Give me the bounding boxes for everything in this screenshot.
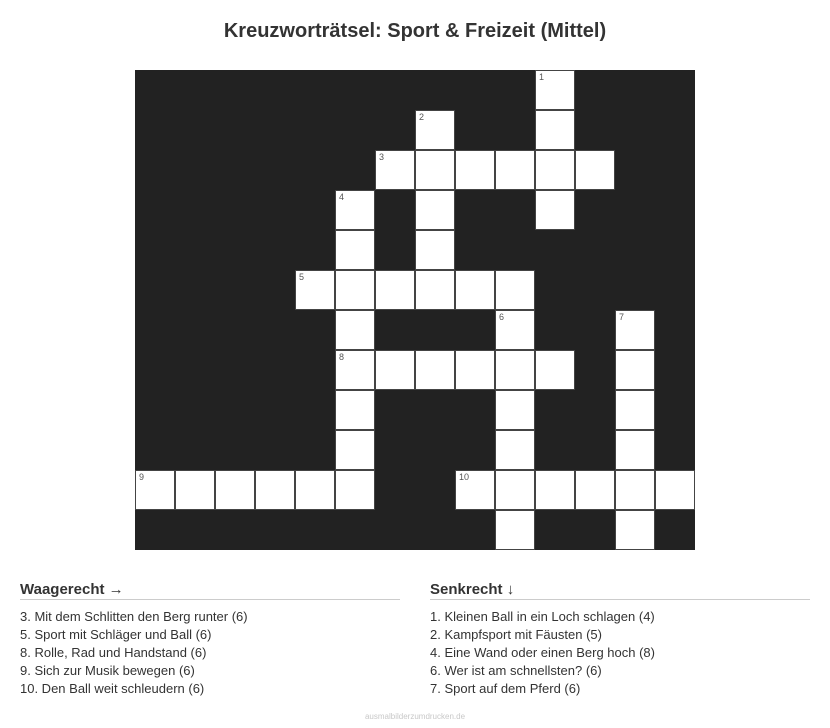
crossword-cell[interactable] <box>335 190 375 230</box>
down-clues <box>430 581 810 698</box>
crossword-cell[interactable] <box>375 270 415 310</box>
clue-number: 6 <box>499 312 505 322</box>
clue-number: 8 <box>339 352 345 362</box>
clue-number: 7 <box>619 312 625 322</box>
clue-number: 3 <box>379 152 385 162</box>
crossword-cell[interactable] <box>535 190 575 230</box>
crossword-cell[interactable] <box>535 110 575 150</box>
clue-number: 1 <box>539 72 545 82</box>
clue-number: 5 <box>299 272 305 282</box>
crossword-cell[interactable] <box>335 430 375 470</box>
crossword-cell[interactable] <box>455 470 495 510</box>
crossword-cell[interactable] <box>575 470 615 510</box>
clue-number: 9 <box>139 472 145 482</box>
crossword-cell[interactable] <box>615 470 655 510</box>
crossword-cell[interactable] <box>295 270 335 310</box>
across-clue: 9. Sich zur Musik bewegen (6) <box>20 663 195 678</box>
crossword-cell[interactable] <box>615 390 655 430</box>
crossword-cell[interactable] <box>335 270 375 310</box>
across-clue: 10. Den Ball weit schleudern (6) <box>20 681 205 696</box>
crossword-cell[interactable] <box>495 510 535 550</box>
crossword-cell[interactable] <box>495 350 535 390</box>
down-clue: 4. Eine Wand oder einen Berg hoch (8) <box>430 645 655 660</box>
crossword-cell[interactable] <box>575 150 615 190</box>
crossword-cell[interactable] <box>135 470 175 510</box>
across-heading: Waagerecht → <box>20 581 400 600</box>
crossword-cell[interactable] <box>335 310 375 350</box>
crossword-cell[interactable] <box>615 310 655 350</box>
across-clue: 8. Rolle, Rad und Handstand (6) <box>20 645 207 660</box>
crossword-cell[interactable] <box>535 350 575 390</box>
crossword-cell[interactable] <box>295 470 335 510</box>
crossword-cell[interactable] <box>415 230 455 270</box>
crossword-cell[interactable] <box>655 470 695 510</box>
across-clue: 5. Sport mit Schläger und Ball (6) <box>20 627 212 642</box>
down-clue: 7. Sport auf dem Pferd (6) <box>430 681 581 696</box>
crossword-cell[interactable] <box>335 230 375 270</box>
crossword-cell[interactable] <box>415 150 455 190</box>
crossword-cell[interactable] <box>495 430 535 470</box>
clue-number: 10 <box>459 472 470 482</box>
crossword-cell[interactable] <box>495 390 535 430</box>
across-clues <box>20 581 400 698</box>
crossword-cell[interactable] <box>415 350 455 390</box>
crossword-cell[interactable] <box>495 150 535 190</box>
crossword-cell[interactable] <box>175 470 215 510</box>
crossword-cell[interactable] <box>615 510 655 550</box>
crossword-cell[interactable] <box>415 190 455 230</box>
crossword-grid <box>135 70 695 550</box>
crossword-cell[interactable] <box>335 470 375 510</box>
crossword-cell[interactable] <box>375 150 415 190</box>
footer-watermark: ausmalbilderzumdrucken.de <box>364 712 466 721</box>
crossword-cell[interactable] <box>535 150 575 190</box>
clue-number: 2 <box>419 112 425 122</box>
crossword-cell[interactable] <box>255 470 295 510</box>
crossword-cell[interactable] <box>335 350 375 390</box>
clue-number: 4 <box>339 192 345 202</box>
crossword-cell[interactable] <box>495 470 535 510</box>
down-clue: 2. Kampfsport mit Fäusten (5) <box>430 627 602 642</box>
crossword-cell[interactable] <box>495 270 535 310</box>
crossword-cell[interactable] <box>455 270 495 310</box>
page-title: Kreuzworträtsel: Sport & Freizeit (Mittel) <box>223 20 607 42</box>
crossword-cell[interactable] <box>615 430 655 470</box>
down-clue: 1. Kleinen Ball in ein Loch schlagen (4) <box>430 609 655 624</box>
crossword-cell[interactable] <box>535 70 575 110</box>
crossword-cell[interactable] <box>415 110 455 150</box>
down-heading: Senkrecht ↓ <box>430 581 810 600</box>
crossword-cell[interactable] <box>455 150 495 190</box>
crossword-cell[interactable] <box>415 270 455 310</box>
crossword-cell[interactable] <box>535 470 575 510</box>
crossword-cell[interactable] <box>495 310 535 350</box>
crossword-cell[interactable] <box>455 350 495 390</box>
crossword-cell[interactable] <box>215 470 255 510</box>
crossword-cell[interactable] <box>615 350 655 390</box>
down-clue: 6. Wer ist am schnellsten? (6) <box>430 663 602 678</box>
crossword-cell[interactable] <box>335 390 375 430</box>
crossword-cell[interactable] <box>375 350 415 390</box>
across-clue: 3. Mit dem Schlitten den Berg runter (6) <box>20 609 248 624</box>
